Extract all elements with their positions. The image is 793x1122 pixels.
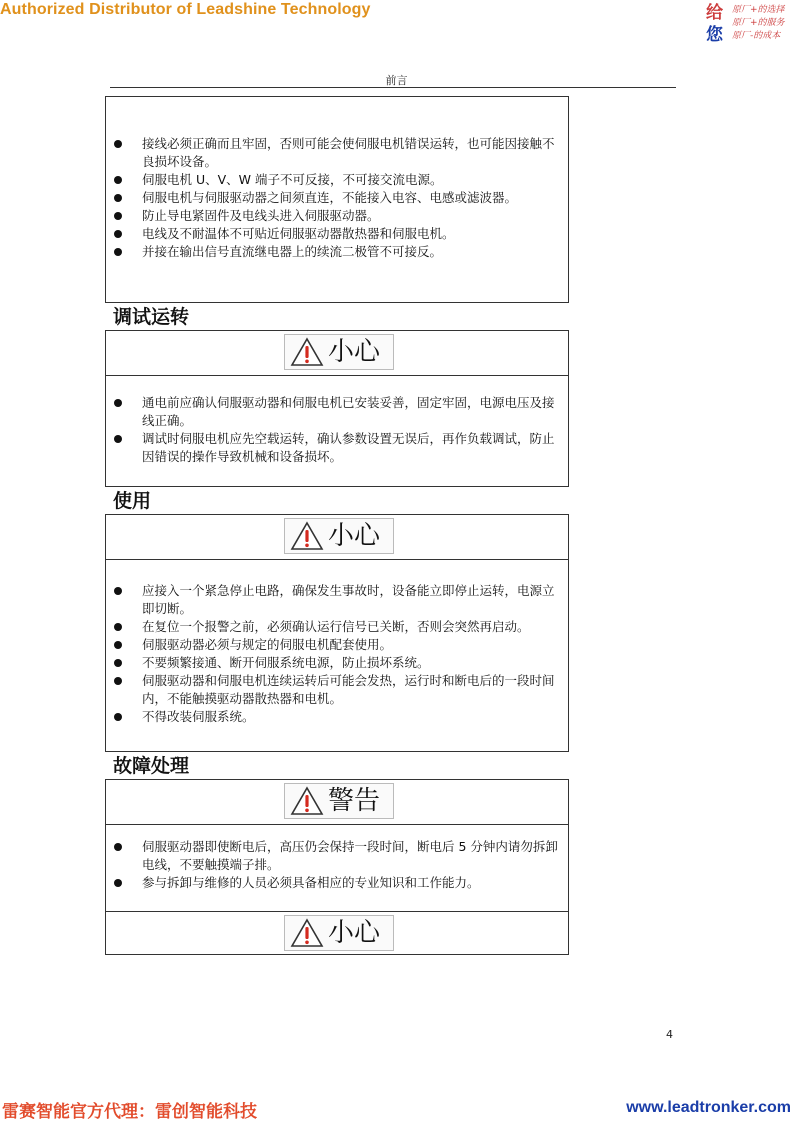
- caution-badge: [284, 334, 394, 370]
- list-item: 参与拆卸与维修的人员必须具备相应的专业知识和工作能力。: [106, 874, 568, 892]
- list-item: 并接在输出信号直流继电器上的续流二极管不可接反。: [106, 243, 568, 261]
- bullet-list: [106, 394, 568, 466]
- bullet-dot-icon: [114, 248, 122, 256]
- list-item: 不要频繁接通、断开伺服系统电源，防止损坏系统。: [106, 654, 568, 672]
- section-title-troubleshooting: 故障处理: [113, 755, 190, 777]
- brand-header: Authorized Distributor of Leadshine Technology: [0, 1, 371, 18]
- notice-box-commissioning: [105, 330, 569, 487]
- warning-badge: [284, 783, 394, 819]
- bullet-dot-icon: [114, 140, 122, 148]
- section-title-usage: 使用: [113, 490, 152, 512]
- bullet-list: [106, 582, 568, 726]
- slogan-line-2: 原厂+的服务: [732, 18, 785, 28]
- bullet-dot-icon: [114, 677, 122, 685]
- slogan-char-1: 给: [706, 3, 723, 23]
- bullet-dot-icon: [114, 641, 122, 649]
- list-item: 调试时伺服电机应先空载运转，确认参数设置无误后，再作负载调试，防止因错误的操作导致机械和设备损坏。: [106, 430, 568, 466]
- list-item: 通电前应确认伺服驱动器和伺服电机已安装妥善，固定牢固，电源电压及接线正确。: [106, 394, 568, 430]
- bullet-list: [106, 838, 568, 892]
- caution-label: 小心: [328, 337, 381, 367]
- bullet-dot-icon: [114, 713, 122, 721]
- list-item: 伺服电机与伺服驱动器之间须直连，不能接入电容、电感或滤波器。: [106, 189, 568, 207]
- warning-header: [106, 780, 568, 825]
- list-item: 应接入一个紧急停止电路，确保发生事故时，设备能立即停止运转，电源立即切断。: [106, 582, 568, 618]
- section-title-commissioning: 调试运转: [113, 306, 190, 328]
- list-item: 伺服驱动器即使断电后，高压仍会保持一段时间，断电后 5 分钟内请勿拆卸电线，不要触摸端子排。: [106, 838, 568, 874]
- list-item: 伺服驱动器必须与规定的伺服电机配套使用。: [106, 636, 568, 654]
- list-item: 伺服驱动器和伺服电机连续运转后可能会发热，运行时和断电后的一段时间内，不能触摸驱动器散热器和电机。: [106, 672, 568, 708]
- slogan: [706, 2, 792, 46]
- bullet-dot-icon: [114, 587, 122, 595]
- bullet-dot-icon: [114, 435, 122, 443]
- list-item: 在复位一个报警之前，必须确认运行信号已关断，否则会突然再启动。: [106, 618, 568, 636]
- caution-label: 小心: [328, 918, 381, 948]
- notice-box-usage: [105, 514, 569, 752]
- page-number: 4: [666, 1028, 673, 1041]
- bullet-dot-icon: [114, 879, 122, 887]
- bullet-list: [106, 135, 568, 261]
- bullet-dot-icon: [114, 399, 122, 407]
- caution-label: 小心: [328, 521, 381, 551]
- slogan-line-1: 原厂+的选择: [732, 5, 785, 15]
- list-item: 不得改装伺服系统。: [106, 708, 568, 726]
- notice-box-wiring: [105, 96, 569, 303]
- footer-website-link[interactable]: www.leadtronker.com: [626, 1099, 791, 1116]
- caution-header: [106, 515, 568, 560]
- warning-triangle-icon: [290, 786, 324, 816]
- warning-triangle-icon: [290, 918, 324, 948]
- caution-header: [106, 911, 568, 955]
- footer-agent-text: 雷赛智能官方代理：雷创智能科技: [2, 1102, 257, 1122]
- slogan-char-2: 您: [706, 25, 723, 45]
- bullet-dot-icon: [114, 659, 122, 667]
- caution-badge: [284, 915, 394, 951]
- slogan-line-3: 原厂-的成本: [732, 31, 781, 41]
- warning-triangle-icon: [290, 337, 324, 367]
- bullet-dot-icon: [114, 176, 122, 184]
- bullet-dot-icon: [114, 843, 122, 851]
- caution-header: [106, 331, 568, 376]
- header-rule: [110, 87, 676, 88]
- bullet-dot-icon: [114, 212, 122, 220]
- list-item: 电线及不耐温体不可贴近伺服驱动器散热器和伺服电机。: [106, 225, 568, 243]
- bullet-dot-icon: [114, 623, 122, 631]
- list-item: 伺服电机 U、V、W 端子不可反接，不可接交流电源。: [106, 171, 568, 189]
- bullet-dot-icon: [114, 194, 122, 202]
- caution-badge: [284, 518, 394, 554]
- page-title: 前言: [385, 74, 408, 87]
- notice-box-troubleshooting: [105, 779, 569, 955]
- list-item: 防止导电紧固件及电线头进入伺服驱动器。: [106, 207, 568, 225]
- list-item: 接线必须正确而且牢固，否则可能会使伺服电机错误运转，也可能因接触不良损坏设备。: [106, 135, 568, 171]
- warning-label: 警告: [328, 786, 381, 816]
- warning-triangle-icon: [290, 521, 324, 551]
- bullet-dot-icon: [114, 230, 122, 238]
